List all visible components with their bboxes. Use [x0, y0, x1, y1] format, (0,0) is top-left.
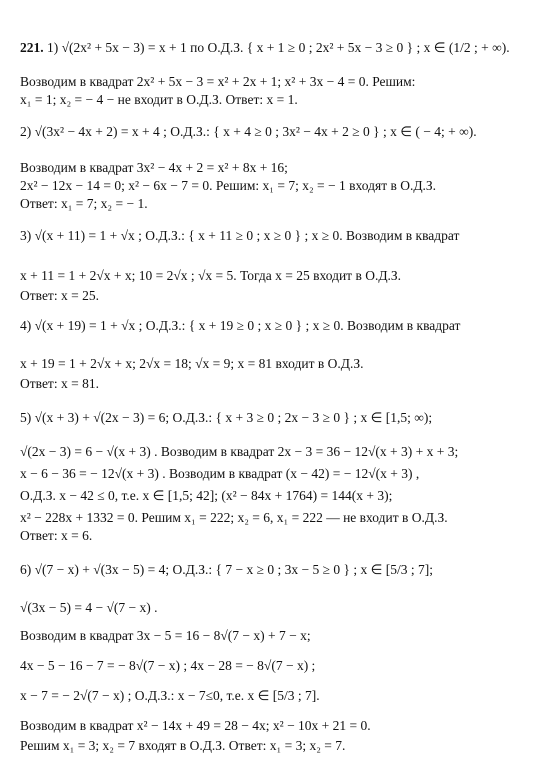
problem-5-line-1: 5) √(x + 3) + √(2x − 3) = 6; О.Д.З.: { x + 3 ≥ 0 ; 2x − 3 ≥ 0 } ; x ∈ [1,5; ∞); [20, 410, 433, 425]
problem-3-line-1: 3) √(x + 11) = 1 + √x ; О.Д.З.: { x + 11 ≥ 0 ; x ≥ 0 } ; x ≥ 0. Возводим в квадрат [20, 228, 460, 243]
problem-2-line-4: Ответ: x₁ = 7; x₂ = − 1. [20, 196, 148, 211]
problem-number: 221. [20, 40, 44, 55]
problem-4-line-1: 4) √(x + 19) = 1 + √x ; О.Д.З.: { x + 19 ≥ 0 ; x ≥ 0 } ; x ≥ 0. Возводим в квадрат [20, 318, 461, 333]
problem-6-line-3: Возводим в квадрат 3x − 5 = 16 − 8√(7 − x) + 7 − x; [20, 628, 311, 643]
problem-2-line-2: Возводим в квадрат 3x² − 4x + 2 = x² + 8x + 16; [20, 160, 288, 175]
problem-4-line-2: x + 19 = 1 + 2√x + x; 2√x = 18; √x = 9; x = 81 входит в О.Д.З. [20, 356, 364, 371]
problem-5-line-6: Ответ: x = 6. [20, 528, 93, 543]
problem-6-line-5: x − 7 = − 2√(7 − x) ; О.Д.З.: x − 7≤0, т.е. x ∈ [5/3 ; 7]. [20, 688, 320, 703]
problem-2-line-3: 2x² − 12x − 14 = 0; x² − 6x − 7 = 0. Решим: x₁ = 7; x₂ = − 1 входят в О.Д.З. [20, 178, 437, 193]
problem-6-line-1: 6) √(7 − x) + √(3x − 5) = 4; О.Д.З.: { 7 − x ≥ 0 ; 3x − 5 ≥ 0 } ; x ∈ [5/3 ; 7]; [20, 562, 433, 577]
problem-5-line-4: О.Д.З. x − 42 ≤ 0, т.е. x ∈ [1,5; 42]; (x² − 84x + 1764) = 144(x + 3); [20, 488, 393, 503]
problem-4-line-3: Ответ: x = 81. [20, 376, 99, 391]
problem-1-line-3: x₁ = 1; x₂ = − 4 − не входит в О.Д.З. Ответ: x = 1. [20, 92, 298, 107]
problem-5-line-2: √(2x − 3) = 6 − √(x + 3) . Возводим в квадрат 2x − 3 = 36 − 12√(x + 3) + x + 3; [20, 444, 459, 459]
problem-1-line-2: Возводим в квадрат 2x² + 5x − 3 = x² + 2x + 1; x² + 3x − 4 = 0. Решим: [20, 74, 416, 89]
problem-6-line-2: √(3x − 5) = 4 − √(7 − x) . [20, 600, 158, 615]
problem-6-line-4: 4x − 5 − 16 − 7 = − 8√(7 − x) ; 4x − 28 = − 8√(7 − x) ; [20, 658, 316, 673]
problem-6-line-6: Возводим в квадрат x² − 14x + 49 = 28 − 4x; x² − 10x + 21 = 0. [20, 718, 371, 733]
problem-3-line-2: x + 11 = 1 + 2√x + x; 10 = 2√x ; √x = 5. Тогда x = 25 входит в О.Д.З. [20, 268, 402, 283]
problem-3-line-3: Ответ: x = 25. [20, 288, 99, 303]
problem-1-condition: 1) √(2x² + 5x − 3) = x + 1 по О.Д.З. { x + 1 ≥ 0 ; 2x² + 5x − 3 ≥ 0 } ; x ∈ (1/2 ; + ∞). [47, 40, 510, 55]
problem-5-line-5: x² − 228x + 1332 = 0. Решим x₁ = 222; x₂ = 6, x₁ = 222 — не входит в О.Д.З. [20, 510, 448, 525]
problem-1-line-1 [20, 40, 534, 56]
problem-6-line-7: Решим x₁ = 3; x₂ = 7 входят в О.Д.З. Ответ: x₁ = 3; x₂ = 7. [20, 738, 346, 753]
problem-2-line-1: 2) √(3x² − 4x + 2) = x + 4 ; О.Д.З.: { x + 4 ≥ 0 ; 3x² − 4x + 2 ≥ 0 } ; x ∈ ( − 4; + ∞). [20, 124, 477, 139]
problem-5-line-3: x − 6 − 36 = − 12√(x + 3) . Возводим в квадрат (x − 42) = − 12√(x + 3) , [20, 466, 420, 481]
